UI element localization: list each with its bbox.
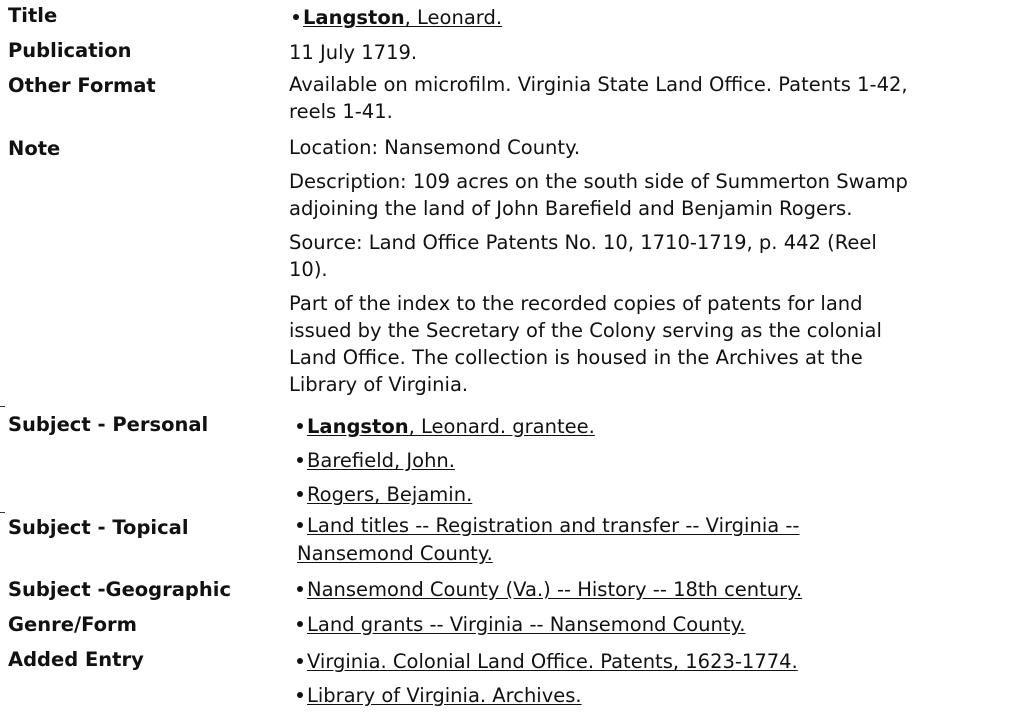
- added-entry-link-archives[interactable]: Library of Virginia. Archives.: [307, 684, 582, 707]
- genre-form-link[interactable]: Land grants -- Virginia -- Nansemond County.: [307, 613, 746, 636]
- field-value-title: [293, 4, 1023, 31]
- subject-personal-link-rogers[interactable]: Rogers, Bejamin.: [307, 483, 473, 506]
- bullet-icon: [297, 586, 303, 592]
- added-entry-item: [297, 645, 1024, 679]
- other-format-line: Available on microfilm. Virginia State Land Office. Patents 1-42,: [289, 73, 908, 96]
- title-link-bold: Langston: [303, 6, 405, 29]
- field-label-subject-personal: Subject - Personal: [8, 413, 209, 436]
- subject-topical-line: Nansemond County.: [297, 542, 493, 565]
- subject-topical-line: Land titles -- Registration and transfer -- Virginia --: [307, 514, 800, 537]
- field-label-title: Title: [8, 4, 58, 27]
- bullet-icon: [297, 658, 303, 664]
- subject-topical-item: [297, 512, 1024, 568]
- title-link[interactable]: [303, 6, 502, 29]
- subject-personal-rest: , Leonard. grantee.: [408, 415, 595, 438]
- bullet-icon: [297, 692, 303, 698]
- bullet-icon: [297, 621, 303, 627]
- added-entry-link-patents[interactable]: Virginia. Colonial Land Office. Patents, 1623-1774.: [307, 650, 798, 673]
- subject-geographic-link[interactable]: Nansemond County (Va.) -- History -- 18th century.: [307, 578, 803, 601]
- field-value-other-format: [289, 71, 1019, 125]
- field-label-publication: Publication: [8, 39, 132, 62]
- field-value-note: [289, 134, 1019, 398]
- field-label-subject-geographic: Subject -Geographic: [8, 578, 232, 601]
- note-source: Source: Land Office Patents No. 10, 1710-1719, p. 442 (Reel: [289, 231, 877, 254]
- field-value-subject-topical: [297, 512, 1024, 568]
- note-description-index: issued by the Secretary of the Colony serving as the colonial: [289, 319, 882, 342]
- other-format-line: reels 1-41.: [289, 100, 393, 123]
- subject-personal-item: [297, 478, 1024, 512]
- field-label-subject-topical: Subject - Topical: [8, 516, 189, 539]
- title-link-rest: , Leonard.: [404, 6, 503, 29]
- bullet-icon: [297, 491, 303, 497]
- subject-personal-link-barefield[interactable]: Barefield, John.: [307, 449, 455, 472]
- field-value-subject-geographic: [297, 576, 1024, 603]
- divider: [0, 406, 5, 407]
- subject-personal-link-langston[interactable]: [307, 415, 595, 438]
- note-description: Description: 109 acres on the south side of Summerton Swamp: [289, 170, 908, 193]
- field-value-added-entry: [297, 645, 1024, 713]
- subject-personal-bold: Langston: [307, 415, 409, 438]
- divider: [0, 512, 5, 513]
- note-description-index: Library of Virginia.: [289, 373, 469, 396]
- field-value-publication: 11 July 1719.: [289, 41, 418, 64]
- note-source: 10).: [289, 258, 328, 281]
- subject-personal-item: [297, 444, 1024, 478]
- subject-topical-link[interactable]: [297, 514, 799, 565]
- field-value-subject-personal: [297, 410, 1024, 512]
- bullet-icon: [297, 457, 303, 463]
- field-label-genre-form: Genre/Form: [8, 613, 137, 636]
- added-entry-item: [297, 679, 1024, 713]
- field-value-genre-form: [297, 611, 1024, 638]
- bullet-icon: [297, 423, 303, 429]
- note-description-index: Part of the index to the recorded copies of patents for land: [289, 292, 863, 315]
- subject-personal-item: [297, 410, 1024, 444]
- field-label-other-format: Other Format: [8, 74, 156, 97]
- field-label-note: Note: [8, 137, 61, 160]
- note-description-index: Land Office. The collection is housed in the Archives at the: [289, 346, 863, 369]
- bullet-icon: [293, 14, 299, 20]
- field-label-added-entry: Added Entry: [8, 648, 144, 671]
- note-location: Location: Nansemond County.: [289, 136, 581, 159]
- bullet-icon: [297, 522, 303, 528]
- note-description: adjoining the land of John Barefield and Benjamin Rogers.: [289, 197, 853, 220]
